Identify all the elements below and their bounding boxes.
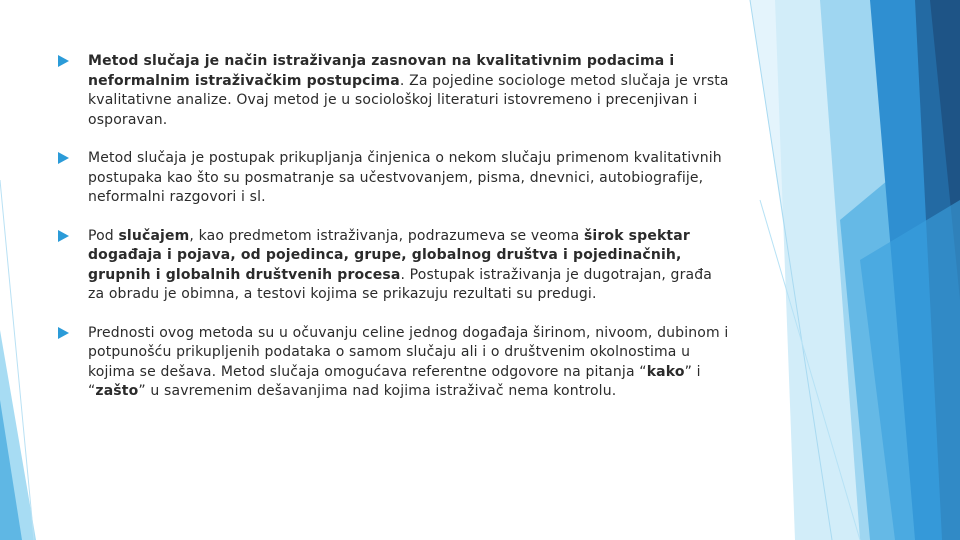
bullet-text-segment: . Postupak istraživanja je dugotrajan, građa za obradu je obimna, a testovi kojima se prikazuju rezultati su predugi. [88, 266, 712, 302]
bullet-text-bold: Metod slučaja je način istraživanja zasnovan na kvalitativnim podacima i neformalnim istraživačkim postupcima [88, 53, 675, 89]
left-decorative-strip [0, 0, 36, 540]
bullet-list [58, 52, 730, 421]
bullet-item [58, 227, 730, 305]
bullet-text-segment: . Za pojedine sociologe metod slučaja je vrsta kvalitativne analize. Ovaj metod je u sociološkoj literaturi istovremeno i precenjivan i osporavan. [88, 72, 729, 128]
bullet-text [88, 325, 728, 400]
bullet-text [88, 53, 729, 128]
right-decorative-shapes [720, 0, 960, 540]
bullet-text-segment: Metod slučaja je postupak prikupljanja činjenica o nekom slučaju primenom kvalitativnih postupaka kao što su posmatranje sa učestvovanjem, pisma, dnevnici, autobiografije, neformalni razgovori i sl. [88, 150, 722, 205]
bullet-text-segment: , kao predmetom istraživanja, podrazumeva se veoma [189, 227, 584, 244]
bullet-arrow-icon [58, 152, 69, 164]
bullet-text-bold: širok spektar događaja i pojava, od pojedinca, grupe, globalnog društva i pojedinačnih, grupnih i globalnih društvenih procesa [88, 227, 690, 283]
bullet-text-bold: slučajem [118, 227, 190, 244]
bullet-text-segment: Pod [88, 227, 119, 244]
bullet-arrow-icon [58, 327, 69, 339]
bullet-item [58, 324, 730, 402]
bullet-item [58, 52, 730, 130]
bullet-arrow-icon [58, 55, 69, 67]
bullet-arrow-icon [58, 230, 69, 242]
bullet-text-segment: Prednosti ovog metoda su u očuvanju celine jednog događaja širinom, nivoom, dubinom i potpunošću prikupljenih podataka o samom slučaju ali i o društvenim okolnostima u kojima se dešava. Metod slučaja omogućava referentne odgovore na pitanja “ [88, 324, 729, 380]
bullet-text [88, 150, 722, 205]
bullet-item [58, 149, 730, 208]
bullet-text-bold: zašto [95, 383, 139, 399]
bullet-text-segment: ” u savremenim dešavanjima nad kojima istraživač nema kontrolu. [138, 383, 617, 399]
bullet-text-segment: ” i “ [88, 363, 701, 399]
bullet-text-bold: kako [646, 363, 685, 380]
bullet-text [88, 228, 712, 303]
